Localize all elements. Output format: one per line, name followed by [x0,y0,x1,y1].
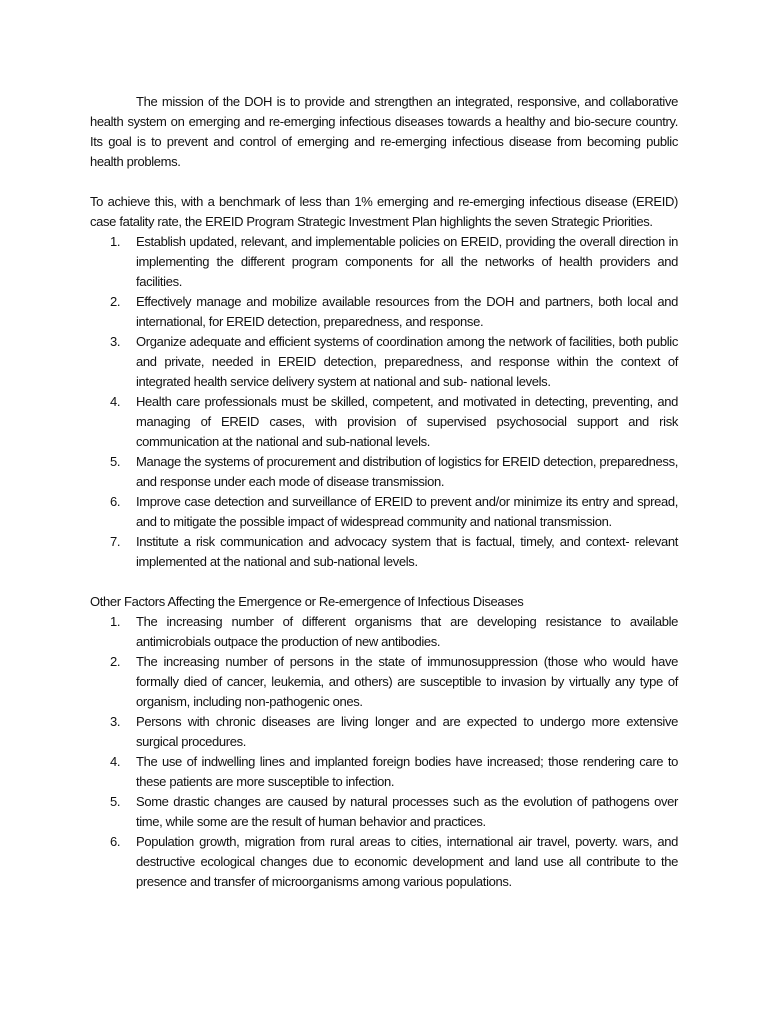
list-item-text: Institute a risk communication and advocacy system that is factual, timely, and context- relevant implemented at the national and sub-national levels. [136,534,678,569]
list-number: 4. [110,394,121,409]
list-item [90,832,678,892]
list-item [90,752,678,792]
list-number: 1. [110,234,121,249]
list-item [90,452,678,492]
list-item-text: Organize adequate and efficient systems of coordination among the network of facilities, both public and private, needed in EREID detection, preparedness, and response within the context of integrated health service delivery system at national and sub- national levels. [136,334,678,389]
list-item-text: The increasing number of different organisms that are developing resistance to available antimicrobials outpace the production of new antibodies. [136,614,678,649]
paragraph-spacer [90,172,678,192]
other-factors-list [90,612,678,892]
list-number: 3. [110,714,121,729]
list-item-text: Improve case detection and surveillance of EREID to prevent and/or minimize its entry and spread, and to mitigate the possible impact of widespread community and national transmission. [136,494,678,529]
list-number: 4. [110,754,121,769]
list-item [90,612,678,652]
list-item [90,792,678,832]
mission-paragraph: The mission of the DOH is to provide and strengthen an integrated, responsive, and collaborative health system on emerging and re-emerging infectious diseases towards a healthy and bio-secure country. Its goal is to prevent and control of emerging and re-emerging infectious disease from becoming public health problems. [90,94,678,169]
factors-heading: Other Factors Affecting the Emergence or Re-emergence of Infectious Diseases [90,594,524,609]
list-item [90,492,678,532]
list-item-text: Persons with chronic diseases are living longer and are expected to undergo more extensive surgical procedures. [136,714,678,749]
list-item [90,652,678,712]
strategic-priorities-list [90,232,678,572]
list-item-text: Population growth, migration from rural areas to cities, international air travel, poverty. wars, and destructive ecological changes due to economic development and land use all contribute to the presence and transfer of microorganisms among various populations. [136,834,678,889]
list-number: 6. [110,834,121,849]
paragraph-spacer [90,572,678,592]
list-number: 5. [110,454,121,469]
list-number: 1. [110,614,121,629]
list-number: 3. [110,334,121,349]
list-item [90,532,678,572]
list-item-text: Manage the systems of procurement and distribution of logistics for EREID detection, preparedness, and response under each mode of disease transmission. [136,454,678,489]
benchmark-paragraph: To achieve this, with a benchmark of less than 1% emerging and re-emerging infectious disease (EREID) case fatality rate, the EREID Program Strategic Investment Plan highlights the seven Strategic Priorities. [90,194,678,229]
list-number: 5. [110,794,121,809]
list-item-text: Effectively manage and mobilize available resources from the DOH and partners, both local and international, for EREID detection, preparedness, and response. [136,294,678,329]
list-item [90,292,678,332]
list-number: 7. [110,534,121,549]
list-item-text: Establish updated, relevant, and implementable policies on EREID, providing the overall direction in implementing the different program components for all the networks of health providers and facilities. [136,234,678,289]
list-item [90,712,678,752]
list-item-text: Some drastic changes are caused by natural processes such as the evolution of pathogens over time, while some are the result of human behavior and practices. [136,794,678,829]
list-number: 2. [110,654,121,669]
list-item [90,232,678,292]
list-number: 6. [110,494,121,509]
document-body [90,92,678,892]
list-number: 2. [110,294,121,309]
list-item [90,392,678,452]
list-item-text: The use of indwelling lines and implanted foreign bodies have increased; those rendering care to these patients are more susceptible to infection. [136,754,678,789]
list-item-text: Health care professionals must be skilled, competent, and motivated in detecting, preventing, and managing of EREID cases, with provision of supervised psychosocial support and risk communication at the national and sub-national levels. [136,394,678,449]
list-item [90,332,678,392]
list-item-text: The increasing number of persons in the state of immunosuppression (those who would have formally died of cancer, leukemia, and others) are susceptible to invasion by virtually any type of organism, including non-pathogenic ones. [136,654,678,709]
